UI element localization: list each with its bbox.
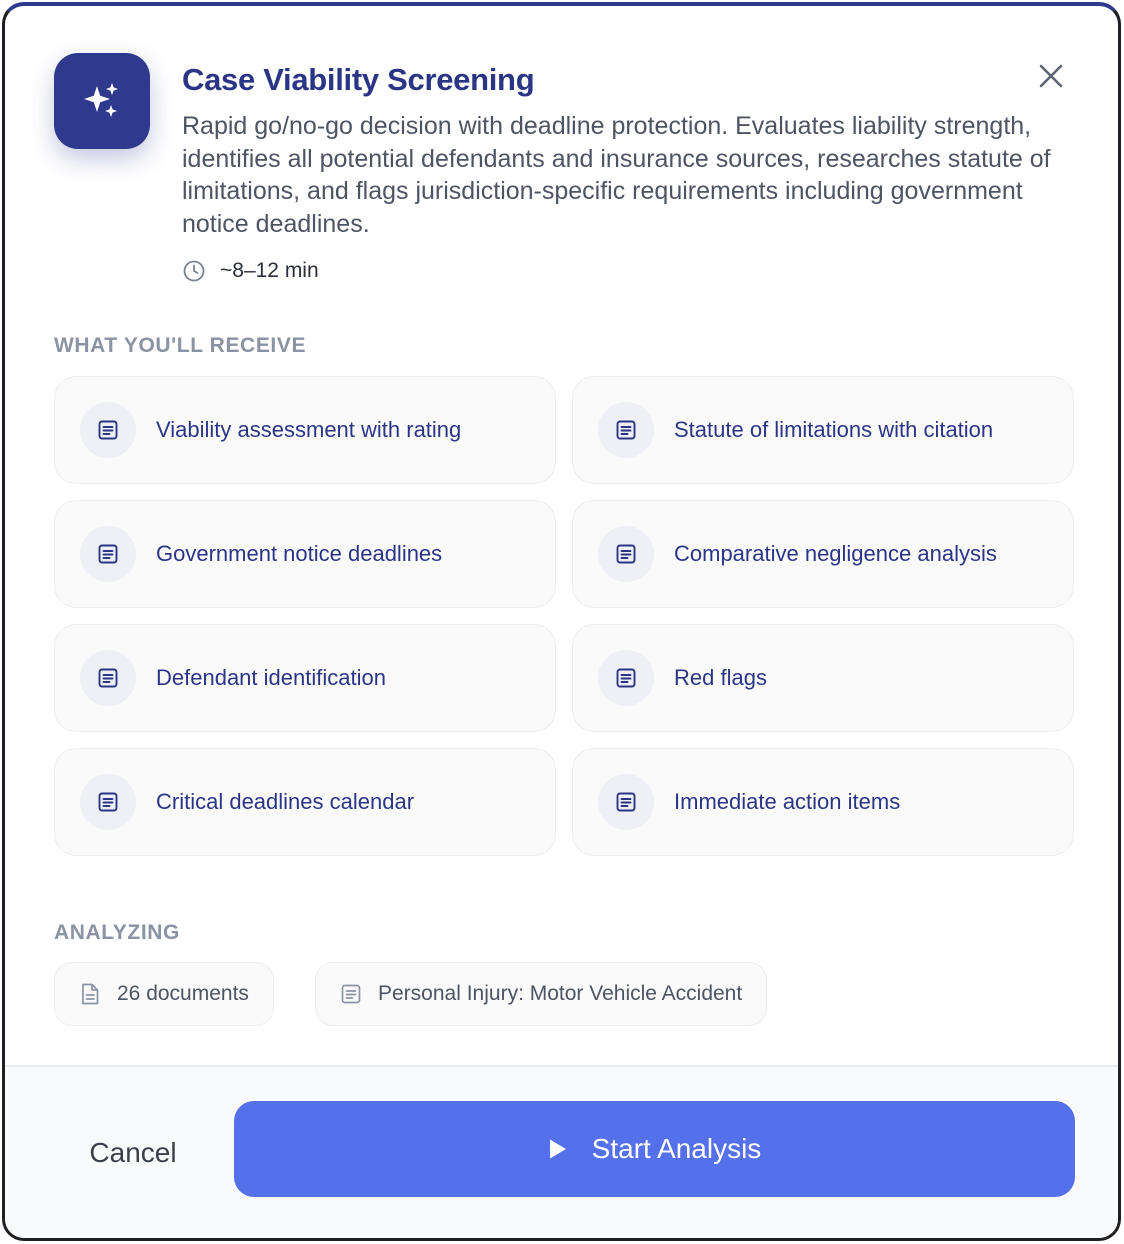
clock-icon (182, 259, 206, 283)
document-icon (598, 650, 654, 706)
deliverable-label: Immediate action items (674, 789, 901, 814)
deliverable-card (54, 500, 556, 608)
deliverable-card (572, 500, 1074, 608)
deliverable-label: Viability assessment with rating (156, 417, 462, 442)
close-button[interactable] (1033, 58, 1069, 94)
start-analysis-label: Start Analysis (591, 1133, 762, 1164)
dialog-title: Case Viability Screening (182, 62, 535, 97)
close-icon[interactable] (1038, 63, 1064, 89)
deliverable-label: Comparative negligence analysis (674, 541, 997, 566)
deliverable-label: Statute of limitations with citation (674, 417, 994, 442)
duration-text: ~8–12 min (220, 259, 319, 282)
dialog-description: Rapid go/no-go decision with deadline protection. Evaluates liability strength, identifies all potential defendants and insurance sources, researches statute of limitations, and flags jurisdiction-specific requirements including government notice deadlines. (182, 112, 1051, 238)
case-type-text: Personal Injury: Motor Vehicle Accident (378, 982, 743, 1005)
document-icon (80, 402, 136, 458)
start-analysis-button[interactable] (234, 1101, 1075, 1197)
deliverable-label: Government notice deadlines (156, 541, 443, 566)
documents-count-text: 26 documents (117, 982, 249, 1005)
cancel-button[interactable]: Cancel (89, 1137, 177, 1168)
document-icon (80, 526, 136, 582)
document-icon (598, 402, 654, 458)
deliverable-card (54, 748, 556, 856)
deliverable-label: Red flags (674, 665, 767, 690)
document-icon (598, 526, 654, 582)
modal-dialog (2, 2, 1121, 1241)
deliverable-card (54, 376, 556, 484)
duration-estimate (182, 258, 319, 284)
deliverable-label: Critical deadlines calendar (156, 789, 415, 814)
dialog-footer (5, 1065, 1118, 1241)
document-icon (80, 650, 136, 706)
deliverable-card (572, 624, 1074, 732)
documents-count-chip (54, 962, 274, 1026)
play-icon (548, 1138, 568, 1160)
file-icon (79, 982, 101, 1006)
list-icon (340, 983, 362, 1005)
deliverable-card (572, 376, 1074, 484)
sparkles-icon (54, 53, 150, 149)
deliverable-label: Defendant identification (156, 665, 386, 690)
deliverable-card (54, 624, 556, 732)
document-icon (598, 774, 654, 830)
case-type-chip (315, 962, 767, 1026)
deliverable-card (572, 748, 1074, 856)
analyzing-section-label: ANALYZING (54, 921, 180, 944)
document-icon (80, 774, 136, 830)
receive-section-label: WHAT YOU'LL RECEIVE (54, 334, 307, 357)
